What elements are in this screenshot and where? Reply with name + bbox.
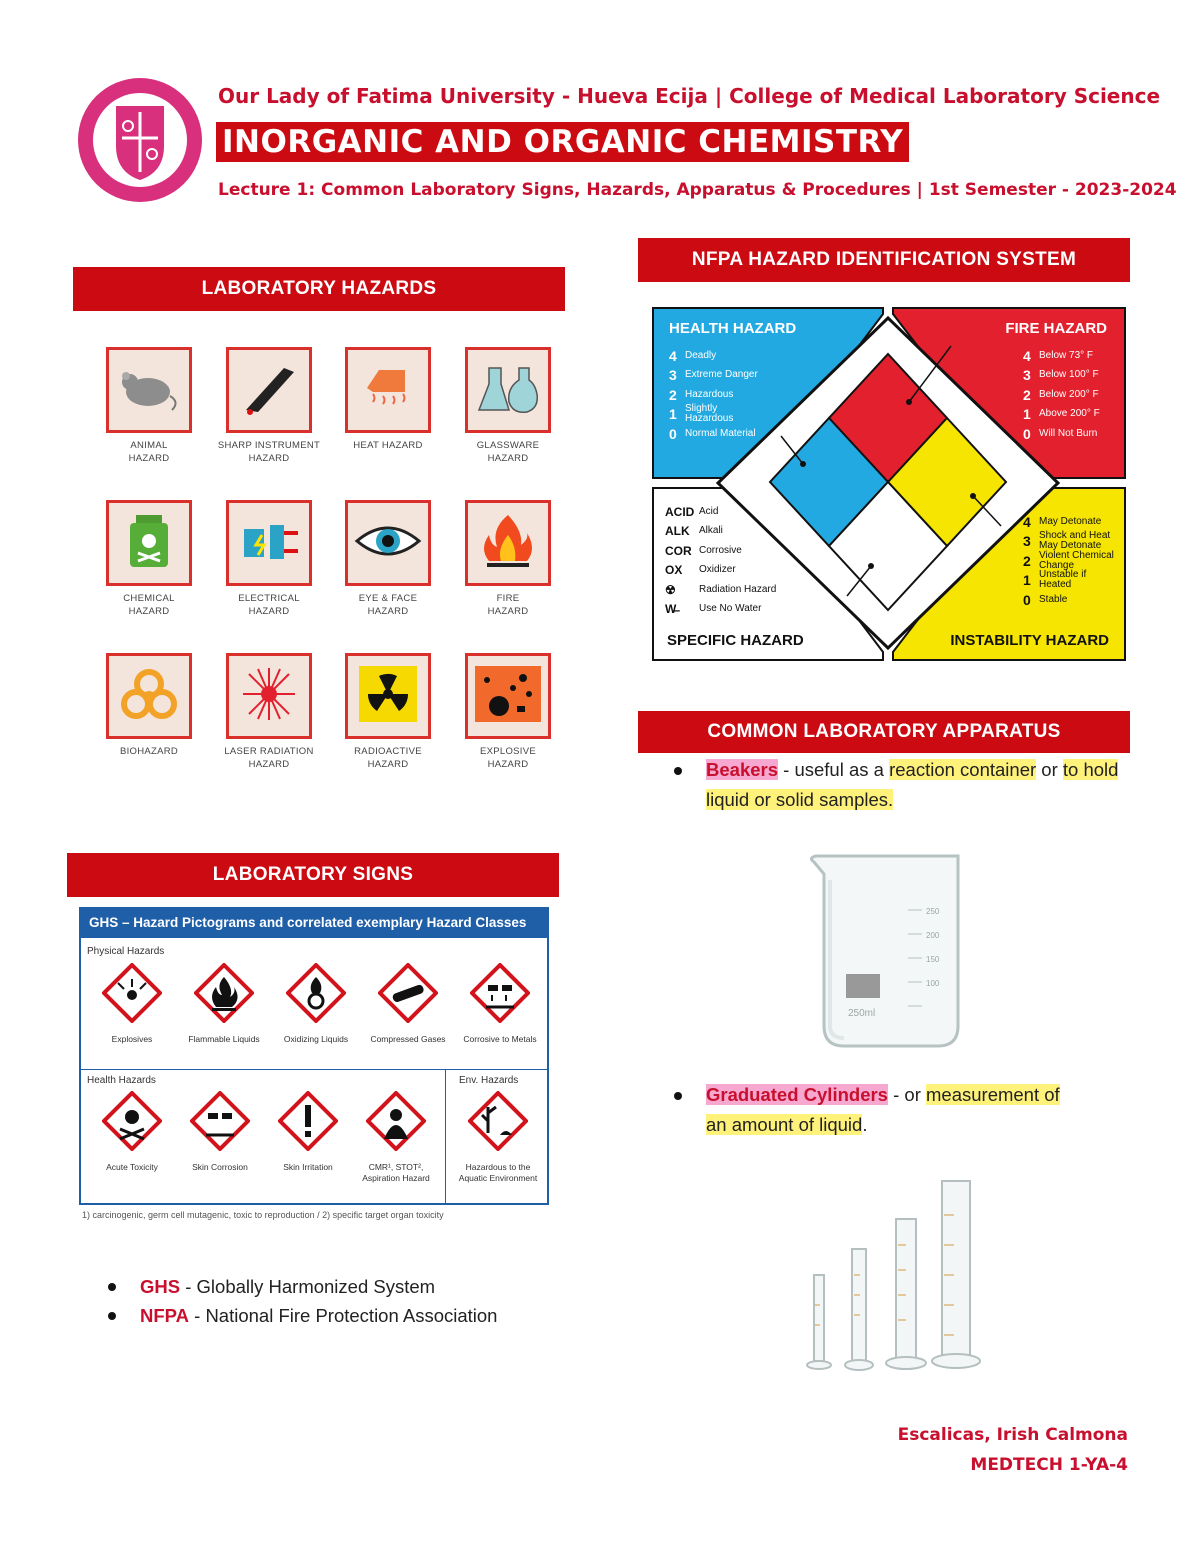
ghs-footnote: 1) carcinogenic, germ cell mutagenic, toxic to reproduction / 2) specific target organ toxicity xyxy=(82,1210,444,1220)
lab-signs-banner: LABORATORY SIGNS xyxy=(67,853,559,897)
ghs-label: Skin Corrosion xyxy=(192,1162,248,1172)
nfpa-instability-row: 0 Stable xyxy=(1023,591,1068,608)
ghs-pictogram-icon xyxy=(470,963,530,1023)
ghs-label: Corrosive to Metals xyxy=(463,1034,537,1044)
lecture-title: Lecture 1: Common Laboratory Signs, Hazards, Apparatus & Procedures xyxy=(218,180,911,200)
hazard-sign xyxy=(94,347,204,465)
beaker-mark-150: 150 xyxy=(926,955,940,964)
ghs-chart xyxy=(79,907,549,1205)
hazard-sign xyxy=(214,653,324,771)
flask-icon xyxy=(473,358,543,423)
instability-hazard-title: INSTABILITY HAZARD xyxy=(950,632,1109,649)
lab-hazards-banner: LABORATORY HAZARDS xyxy=(73,267,565,311)
ghs-health-hazard xyxy=(87,1091,177,1173)
hot-hand-icon xyxy=(353,358,423,423)
explosion-icon xyxy=(473,664,543,729)
apparatus-banner: COMMON LABORATORY APPARATUS xyxy=(638,711,1130,753)
beakers-description: Beakers - useful as a reaction container or to hold liquid or solid samples. xyxy=(706,759,1119,810)
health-hazards-title: Health Hazards xyxy=(87,1075,156,1086)
ghs-pictogram-icon xyxy=(286,963,346,1023)
nfpa-specific-row: ALK Alkali xyxy=(665,524,723,539)
ghs-pictogram-icon xyxy=(468,1091,528,1151)
biohazard-icon xyxy=(114,664,184,729)
cylinders-description: Graduated Cylinders - or measurement of an amount of liquid. xyxy=(706,1084,1060,1135)
env-hazards-title: Env. Hazards xyxy=(459,1075,519,1086)
semester: 1st Semester - 2023-2024 xyxy=(928,180,1177,200)
course-title: INORGANIC AND ORGANIC CHEMISTRY xyxy=(216,122,909,162)
hazard-sign xyxy=(214,500,324,618)
ghs-health-hazard xyxy=(263,1091,353,1173)
graduated-cylinders-image xyxy=(800,1175,1000,1375)
nfpa-health-row: 4 Deadly xyxy=(669,347,717,364)
poison-bottle-icon xyxy=(114,511,184,576)
physical-hazards-title: Physical Hazards xyxy=(87,946,165,957)
hazard-label: LASER RADIATION HAZARD xyxy=(224,746,314,770)
ghs-physical-hazard xyxy=(271,963,361,1045)
ghs-physical-hazard xyxy=(179,963,269,1045)
nfpa-fire-row: 0 Will Not Burn xyxy=(1023,425,1098,442)
ghs-health-hazard xyxy=(351,1091,441,1184)
beaker-mark-250: 250 xyxy=(926,907,940,916)
ghs-physical-hazard xyxy=(455,963,545,1045)
hazard-sign xyxy=(333,500,443,618)
ghs-pictogram-icon xyxy=(194,963,254,1023)
hazard-sign xyxy=(333,347,443,452)
ghs-label: Compressed Gases xyxy=(370,1034,446,1044)
hazard-label: HEAT HAZARD xyxy=(353,440,423,451)
ghs-label: Skin Irritation xyxy=(283,1162,333,1172)
nfpa-instability-row: 2 Violent Chemical Change xyxy=(1023,549,1114,571)
health-hazard-title: HEALTH HAZARD xyxy=(669,320,797,337)
beaker-volume: 250ml xyxy=(848,1008,876,1019)
nfpa-specific-row: COR Corrosive xyxy=(665,543,742,558)
hazard-label: SHARP INSTRUMENT HAZARD xyxy=(217,440,321,464)
nfpa-health-row: 1 Slightly Hazardous xyxy=(669,403,734,425)
university-seal xyxy=(76,76,204,204)
ghs-pictogram-icon xyxy=(278,1091,338,1151)
flame-icon xyxy=(473,511,543,576)
ghs-label: Acute Toxicity xyxy=(106,1162,158,1172)
author-name: Escalicas, Irish Calmona xyxy=(897,1425,1128,1445)
nfpa-health-row: 2 Hazardous xyxy=(669,386,734,403)
hazard-label: ELECTRICAL HAZARD xyxy=(238,593,300,617)
laser-icon xyxy=(234,664,304,729)
nfpa-instability-row: 1 Unstable if Heated xyxy=(1023,569,1087,591)
hazard-label: FIRE HAZARD xyxy=(487,593,529,617)
nfpa-fire-row: 1 Above 200° F xyxy=(1023,406,1100,423)
hazard-sign xyxy=(94,500,204,618)
specific-hazard-title: SPECIFIC HAZARD xyxy=(667,632,804,649)
nfpa-specific-row: ☢ Radiation Hazard xyxy=(665,582,777,597)
hazard-label: EYE & FACE HAZARD xyxy=(358,593,418,617)
university-name: Our Lady of Fatima University - Hueva Ecija xyxy=(218,84,708,108)
scalpel-icon xyxy=(234,358,304,423)
hazard-label: EXPLOSIVE HAZARD xyxy=(479,746,537,770)
hazard-label: CHEMICAL HAZARD xyxy=(123,593,175,617)
hazard-sign xyxy=(333,653,443,771)
hazard-label: GLASSWARE HAZARD xyxy=(476,440,540,464)
hazard-label: RADIOACTIVE HAZARD xyxy=(354,746,422,770)
radiation-icon xyxy=(353,664,423,729)
hazard-label: ANIMAL HAZARD xyxy=(128,440,170,464)
nfpa-diagram xyxy=(651,306,1127,662)
nfpa-specific-row: ACID Acid xyxy=(665,504,719,519)
hazard-sign xyxy=(214,347,324,465)
nfpa-instability-row: 4 May Detonate xyxy=(1023,513,1102,530)
beaker-mark-200: 200 xyxy=(926,931,940,940)
ghs-label: Flammable Liquids xyxy=(188,1034,260,1044)
rat-icon xyxy=(114,358,184,423)
ghs-pictogram-icon xyxy=(366,1091,426,1151)
ghs-pictogram-icon xyxy=(378,963,438,1023)
ghs-label: Explosives xyxy=(111,1034,153,1044)
ghs-abbreviation: GHS - Globally Harmonized System xyxy=(140,1276,436,1297)
nfpa-health-row: 3 Extreme Danger xyxy=(669,367,758,384)
hazard-sign xyxy=(453,347,563,465)
nfpa-banner: NFPA HAZARD IDENTIFICATION SYSTEM xyxy=(638,238,1130,282)
nfpa-fire-row: 4 Below 73° F xyxy=(1023,347,1094,364)
ghs-health-hazard xyxy=(175,1091,265,1173)
plug-icon xyxy=(234,511,304,576)
beaker-mark-100: 100 xyxy=(926,979,940,988)
ghs-pictogram-icon xyxy=(102,1091,162,1151)
nfpa-specific-row: OX Oxidizer xyxy=(665,563,736,578)
eye-icon xyxy=(353,511,423,576)
ghs-title: GHS – Hazard Pictograms and correlated exemplary Hazard Classes xyxy=(81,909,547,938)
nfpa-fire-row: 3 Below 100° F xyxy=(1023,367,1099,384)
nfpa-instability-row: 3 Shock and Heat May Detonate xyxy=(1023,530,1111,552)
fire-hazard-title: FIRE HAZARD xyxy=(1005,320,1107,337)
ghs-label: Oxidizing Liquids xyxy=(283,1034,349,1044)
nfpa-health-row: 0 Normal Material xyxy=(669,425,756,442)
nfpa-fire-row: 2 Below 200° F xyxy=(1023,386,1099,403)
ghs-label: CMR¹, STOT², Aspiration Hazard xyxy=(362,1162,430,1183)
ghs-label: Hazardous to the Aquatic Environment xyxy=(458,1162,538,1183)
college-name: College of Medical Laboratory Science xyxy=(729,84,1161,108)
beaker-image xyxy=(790,840,990,1060)
ghs-env-hazard xyxy=(453,1091,543,1184)
ghs-pictogram-icon xyxy=(102,963,162,1023)
ghs-physical-hazard xyxy=(87,963,177,1045)
hazard-sign xyxy=(453,653,563,771)
hazard-label: BIOHAZARD xyxy=(119,746,179,757)
hazard-sign xyxy=(453,500,563,618)
ghs-pictogram-icon xyxy=(190,1091,250,1151)
ghs-physical-hazard xyxy=(363,963,453,1045)
nfpa-abbreviation: NFPA - National Fire Protection Association xyxy=(140,1305,498,1326)
hazard-sign xyxy=(94,653,204,758)
author-section: MEDTECH 1-YA-4 xyxy=(970,1455,1128,1475)
nfpa-specific-row: W̶ Use No Water xyxy=(665,602,762,617)
